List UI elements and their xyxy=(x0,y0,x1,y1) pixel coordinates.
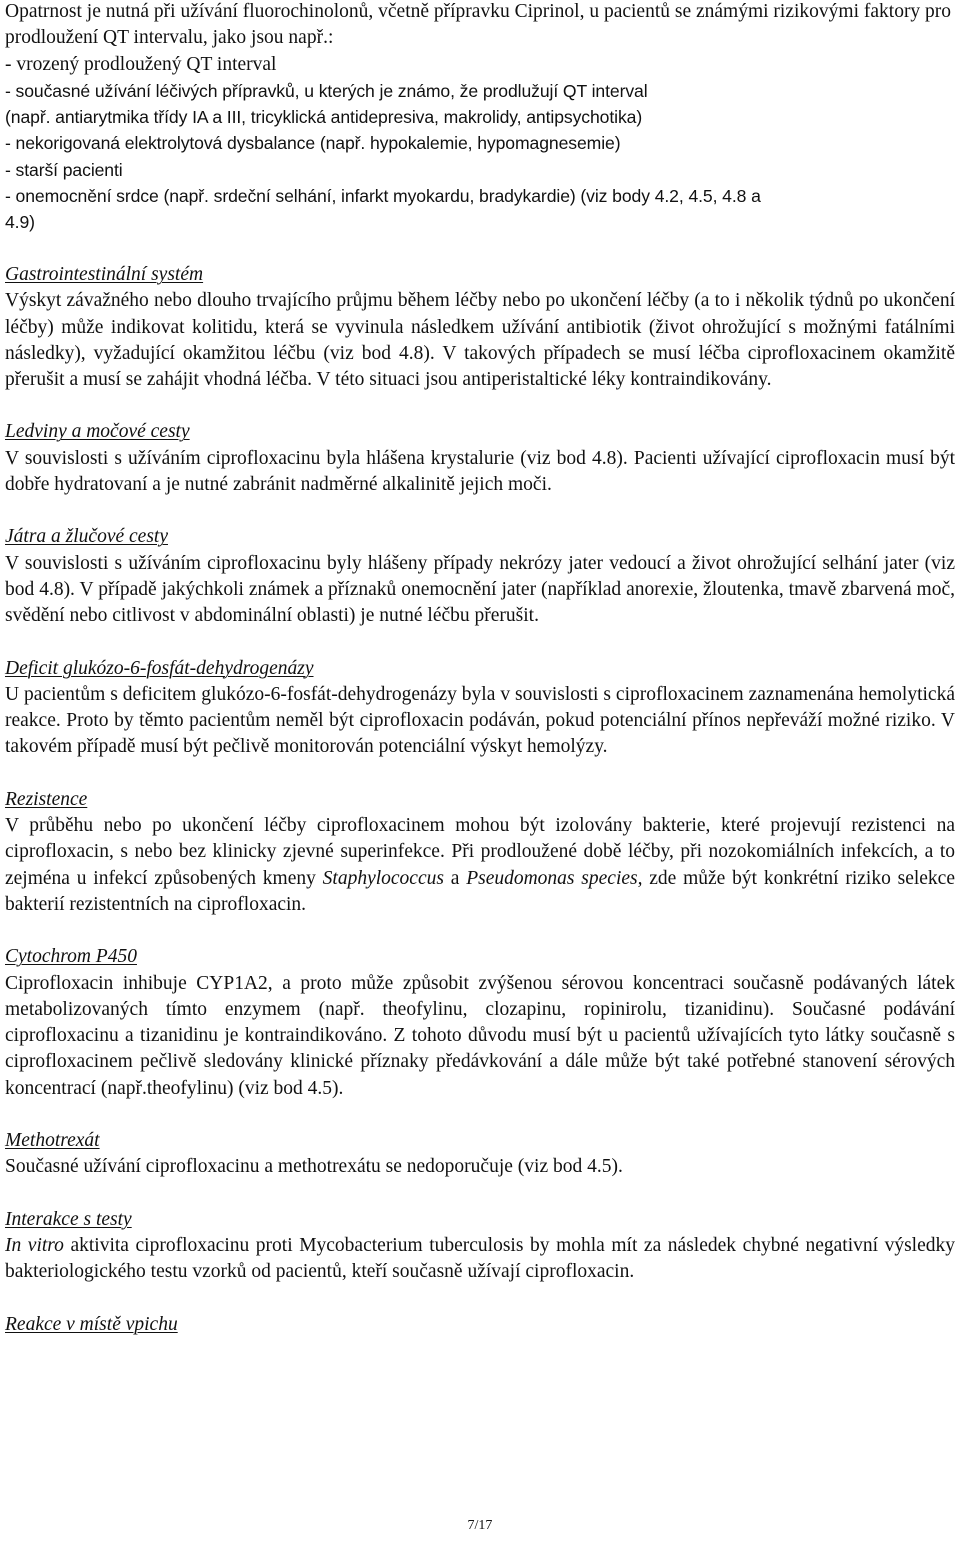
resistance-text-a: V průběhu nebo po ukončení léčby ciprofloxacinem mohou být izolovány bakterie, které projevují rezistenci na ciprofloxacin, s nebo bez klinicky zjevné superinfekce. Při prodloužené době léčby, při nozokomiálních infekcích, a to zejména u infekcí způsobených kmeny xyxy=(5,815,955,889)
test-interaction-text: aktivita ciprofloxacinu proti Mycobacterium tuberculosis by mohla mít za následek chybné negativní výsledky bakteriologického testu vzorků od pacientů, kteří současně užívají ciprofloxacin. xyxy=(5,1234,955,1283)
section-heading: Cytochrom P450 xyxy=(5,946,137,968)
section-heading: Interakce s testy xyxy=(5,1208,132,1230)
page-number: 7/17 xyxy=(467,1518,493,1533)
qt-warning-block xyxy=(5,0,955,236)
section-test-interactions xyxy=(5,1207,955,1286)
qt-warning-text: Opatrnost je nutná při užívání fluorochinolonů, včetně přípravku Ciprinol, u pacientů se známými rizikovými faktory pro prodloužení QT intervalu, jako jsou např.: xyxy=(5,1,952,49)
section-gastrointestinal xyxy=(5,262,955,393)
section-text: Ciprofloxacin inhibuje CYP1A2, a proto může způsobit zvýšenou sérovou koncentraci současně podávaných látek metabolizovaných tímto enzymem (např. theofylinu, clozapinu, ropinirolu, tizanidinu). Současné podávání ciprofloxacinu a tizanidinu je kontraindikováno. Z tohoto důvodu musí být u pacientů užívajících tyto látky současně s ciprofloxacinem pečlivě sledovány klinické příznaky předávkování a dále může být také potřebné stanovení sérových koncentrací (např.theofylinu) (viz bod 4.5). xyxy=(5,972,955,1099)
qt-risk-item: - starší pacienti xyxy=(5,159,123,180)
qt-risk-item: - nekorigovaná elektrolytová dysbalance (např. hypokalemie, hypomagnesemie) xyxy=(5,133,621,154)
qt-risk-item: 4.9) xyxy=(5,212,35,233)
section-text: V souvislosti s užíváním ciprofloxacinu byly hlášeny případy nekrózy jater vedoucí a život ohrožující selhání jater (viz bod 4.8). V případě jakýchkoli známek a příznaků onemocnění jater (například anorexie, žloutenka, tmavě zbarvená moč, svědění nebo citlivost v abdominální oblasti) je nutné léčbu přerušit. xyxy=(5,552,955,627)
section-heading: Methotrexát xyxy=(5,1130,100,1152)
section-methotrexate xyxy=(5,1128,955,1181)
section-heading: Játra a žlučové cesty xyxy=(5,526,168,548)
section-heading: Deficit glukózo-6-fosfát-dehydrogenázy xyxy=(5,657,314,679)
in-vitro-term: In vitro xyxy=(5,1234,64,1256)
organism-name: Staphylococcus xyxy=(322,867,444,889)
resistance-text-c: zde může být konkrétní riziko selekce bakterií rezistentních na ciprofloxacin. xyxy=(5,867,955,915)
qt-risk-item: - současné užívání léčivých přípravků, u kterých je známo, že prodlužují QT interval xyxy=(5,80,648,101)
section-text: Výskyt závažného nebo dlouho trvajícího průjmu během léčby nebo po ukončení léčby (a to i několik týdnů po ukončení léčby) může indikovat kolitidu, která se vyvinula následkem užívání antibiotik (život ohrožující s možnými fatálními následky), vyžadující okamžitou léčbu (viz bod 4.8). V takových případech se musí léčba ciprofloxacinem okamžitě přerušit a musí se zahájit vhodná léčba. V této situaci jsou antiperistaltické léky kontraindikovány. xyxy=(5,290,955,391)
section-cytochrome xyxy=(5,944,955,1102)
section-liver xyxy=(5,524,955,629)
organism-name: Pseudomonas species, xyxy=(466,867,643,889)
section-kidneys xyxy=(5,419,955,498)
section-text xyxy=(5,813,955,918)
section-text: V souvislosti s užíváním ciprofloxacinu byla hlášena krystalurie (viz bod 4.8). Pacienti užívající ciprofloxacin musí být dobře hydratovaní a je nutné zabránit nadměrné alkalinitě jejich moči. xyxy=(5,447,955,496)
qt-risk-item: - onemocnění srdce (např. srdeční selhání, infarkt myokardu, bradykardie) (viz body 4.2, 4.5, 4.8 a xyxy=(5,186,761,207)
section-text: U pacientům s deficitem glukózo-6-fosfát-dehydrogenázy byla v souvislosti s ciprofloxacinem zaznamenána hemolytická reakce. Proto by těmto pacientům neměl být ciprofloxacin podáván, pokud potenciální přínos nepřeváží možné riziko. V takovém případě musí být pečlivě monitorován potenciální výskyt hemolýzy. xyxy=(5,683,955,758)
section-heading: Rezistence xyxy=(5,788,88,810)
section-g6pd-deficiency xyxy=(5,656,955,761)
sections xyxy=(5,262,955,1364)
section-heading: Ledviny a močové cesty xyxy=(5,421,190,443)
section-heading: Gastrointestinální systém xyxy=(5,264,204,285)
section-resistance xyxy=(5,787,955,918)
qt-risk-item: - vrozený prodloužený QT interval xyxy=(5,53,277,75)
section-injection-site xyxy=(5,1312,955,1338)
section-text: Současné užívání ciprofloxacinu a methotrexátu se nedoporučuje (viz bod 4.5). xyxy=(5,1156,623,1178)
section-heading: Reakce v místě vpichu xyxy=(5,1313,178,1335)
section-text xyxy=(5,1233,955,1286)
qt-risk-item: (např. antiarytmika třídy IA a III, tricyklická antidepresiva, makrolidy, antipsychotika) xyxy=(5,107,643,128)
resistance-text-b: a xyxy=(443,867,467,889)
